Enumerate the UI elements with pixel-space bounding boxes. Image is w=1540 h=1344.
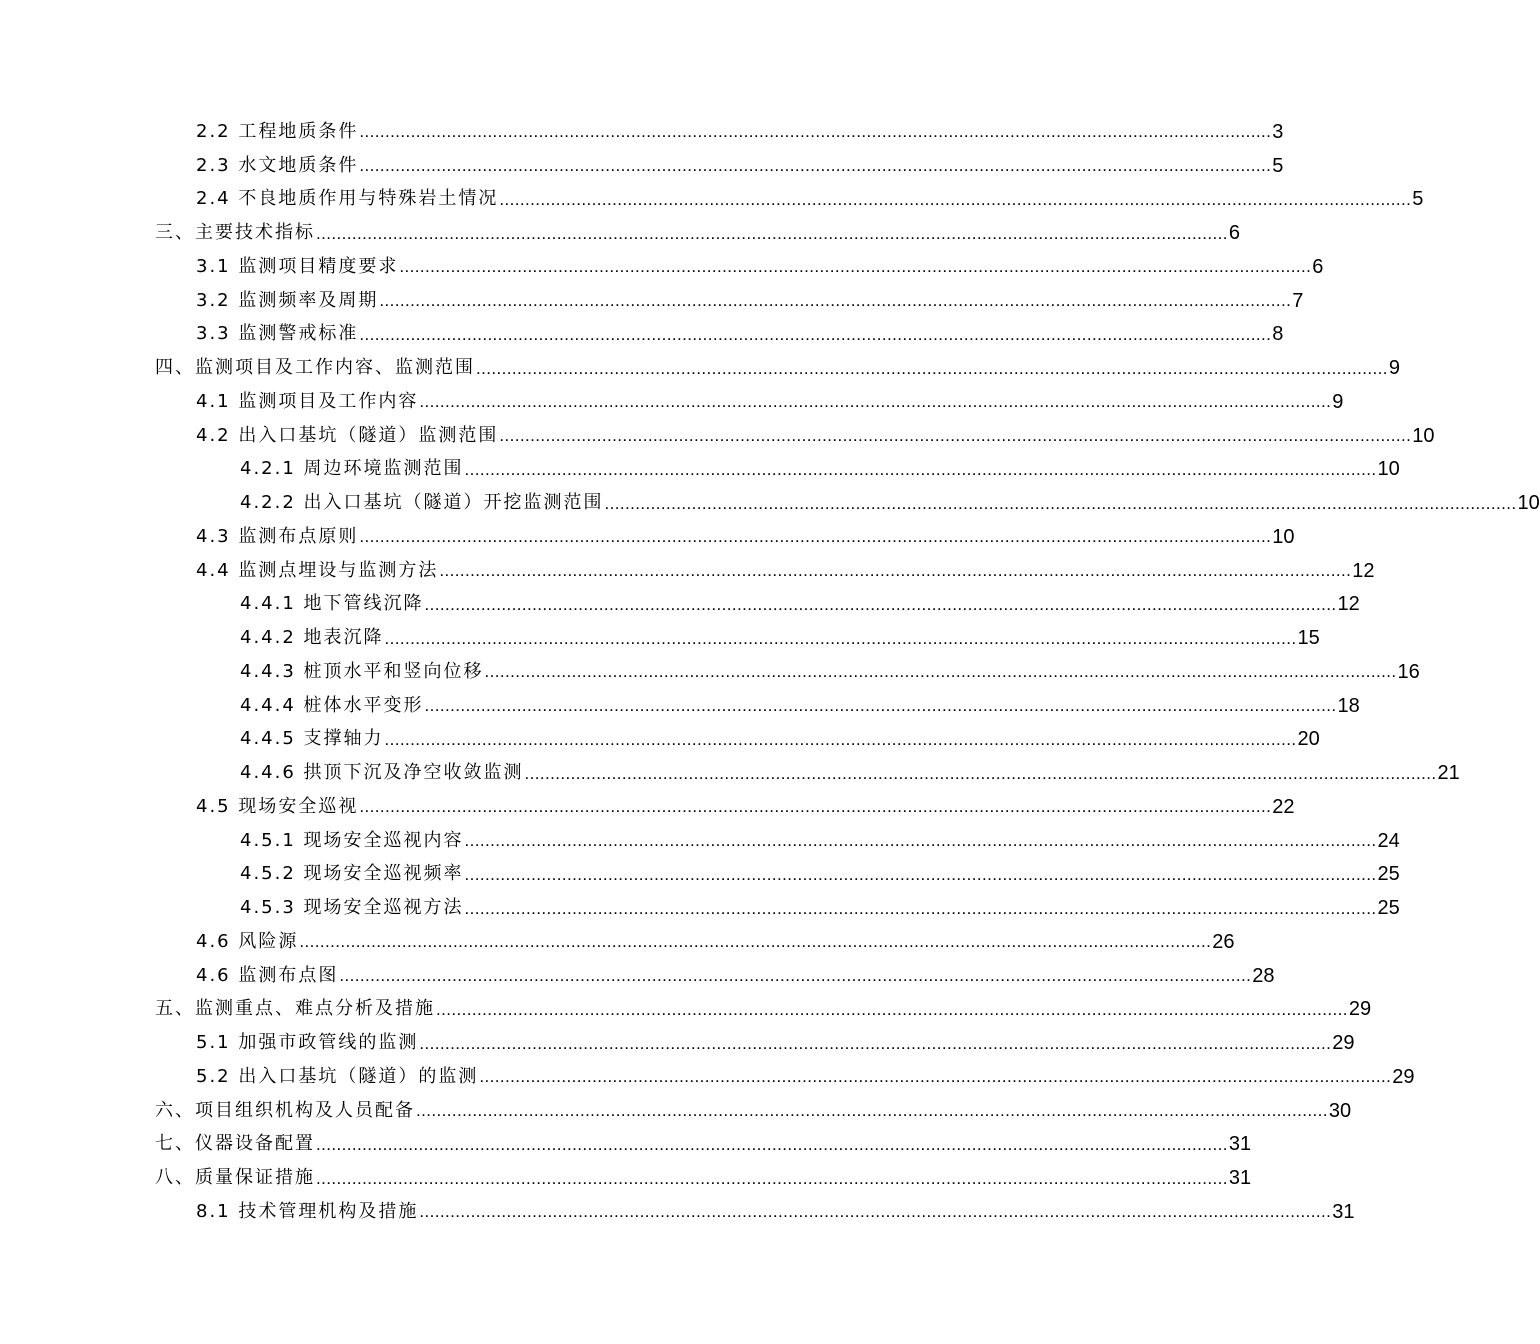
toc-entry-title: 4.4.3 桩顶水平和竖向位移 <box>240 660 484 682</box>
toc-entry[interactable] <box>0 385 1344 419</box>
toc-entry[interactable] <box>0 520 1295 554</box>
toc-entry-title: 4.5 现场安全巡视 <box>196 795 359 817</box>
toc-page-number: 5 <box>1272 154 1284 177</box>
toc-entry-title: 4.6 风险源 <box>196 930 299 952</box>
toc-entry-title: 4.5.1 现场安全巡视内容 <box>240 829 464 851</box>
toc-leader-dots: .................................................................................................................................................................................. <box>316 1168 1228 1188</box>
toc-leader-dots: .................................................................................................................................................................................. <box>359 324 1272 344</box>
toc-leader-dots: .................................................................................................................................................................................. <box>464 898 1377 918</box>
toc-leader-dots: .................................................................................................................................................................................. <box>604 493 1517 513</box>
toc-leader-dots: .................................................................................................................................................................................. <box>499 426 1412 446</box>
toc-page-number: 29 <box>1392 1065 1415 1088</box>
toc-entry[interactable] <box>0 115 1284 149</box>
toc-leader-dots: .................................................................................................................................................................................. <box>379 291 1292 311</box>
toc-leader-dots: .................................................................................................................................................................................. <box>499 189 1412 209</box>
toc-leader-dots: .................................................................................................................................................................................. <box>464 831 1377 851</box>
toc-entry-title: 四、监测项目及工作内容、监测范围 <box>155 357 475 379</box>
toc-entry-title: 五、监测重点、难点分析及措施 <box>155 998 435 1020</box>
toc-page-number: 31 <box>1228 1167 1252 1190</box>
toc-page-number: 16 <box>1397 660 1420 683</box>
toc-entry[interactable] <box>0 486 1540 520</box>
toc-entry-title: 3.3 监测警戒标准 <box>196 323 359 345</box>
toc-entry[interactable] <box>0 824 1400 858</box>
toc-entry-title: 5.2 出入口基坑（隧道）的监测 <box>196 1065 479 1087</box>
toc-entry-title: 8.1 技术管理机构及措施 <box>196 1200 419 1222</box>
toc-entry[interactable] <box>0 453 1400 487</box>
toc-leader-dots: .................................................................................................................................................................................. <box>359 122 1272 142</box>
toc-page-number: 29 <box>1348 998 1372 1021</box>
toc-leader-dots: .................................................................................................................................................................................. <box>416 1101 1328 1121</box>
toc-page-number: 25 <box>1377 863 1400 886</box>
toc-page-number: 21 <box>1437 762 1460 785</box>
toc-entry-title: 3.1 监测项目精度要求 <box>196 255 399 277</box>
toc-page-number: 8 <box>1272 323 1284 346</box>
toc-page-number: 5 <box>1412 188 1424 211</box>
toc-leader-dots: .................................................................................................................................................................................. <box>476 358 1388 378</box>
toc-page-number: 15 <box>1297 627 1320 650</box>
toc-entry-title: 七、仪器设备配置 <box>155 1133 315 1155</box>
toc-entry-title: 4.5.2 现场安全巡视频率 <box>240 863 464 885</box>
toc-entry-title: 4.4.6 拱顶下沉及净空收敛监测 <box>240 762 524 784</box>
toc-entry-title: 4.2.2 出入口基坑（隧道）开挖监测范围 <box>240 492 604 514</box>
toc-entry[interactable] <box>0 621 1320 655</box>
toc-leader-dots: .................................................................................................................................................................................. <box>464 459 1377 479</box>
toc-page-number: 10 <box>1377 458 1400 481</box>
toc-entry-title: 八、质量保证措施 <box>155 1167 315 1189</box>
toc-page-number: 10 <box>1412 424 1435 447</box>
toc-leader-dots: .................................................................................................................................................................................. <box>419 1033 1332 1053</box>
toc-entry[interactable] <box>0 318 1284 352</box>
toc-page-number: 3 <box>1272 120 1284 143</box>
toc-leader-dots: .................................................................................................................................................................................. <box>484 662 1397 682</box>
toc-entry-title: 4.4.2 地表沉降 <box>240 627 384 649</box>
toc-entry-title: 4.2 出入口基坑（隧道）监测范围 <box>196 424 499 446</box>
toc-entry-title: 4.5.3 现场安全巡视方法 <box>240 897 464 919</box>
toc-leader-dots: .................................................................................................................................................................................. <box>339 966 1252 986</box>
toc-page-number: 29 <box>1332 1032 1355 1055</box>
toc-leader-dots: .................................................................................................................................................................................. <box>384 729 1297 749</box>
toc-page-number: 31 <box>1228 1133 1252 1156</box>
toc-page-number: 18 <box>1337 694 1360 717</box>
toc-entry[interactable] <box>0 250 1324 284</box>
toc-page-number: 26 <box>1212 930 1235 953</box>
toc-leader-dots: .................................................................................................................................................................................. <box>359 156 1272 176</box>
toc-leader-dots: .................................................................................................................................................................................. <box>399 257 1312 277</box>
toc-entry-title: 4.4.5 支撑轴力 <box>240 728 384 750</box>
toc-page-number: 24 <box>1377 829 1400 852</box>
toc-page-number: 20 <box>1297 728 1320 751</box>
toc-entry[interactable] <box>0 588 1360 622</box>
toc-entry[interactable] <box>0 723 1320 757</box>
toc-leader-dots: .................................................................................................................................................................................. <box>419 1202 1332 1222</box>
toc-entry[interactable] <box>0 689 1360 723</box>
toc-entry-title: 4.4 监测点埋设与监测方法 <box>196 559 439 581</box>
toc-leader-dots: .................................................................................................................................................................................. <box>384 628 1297 648</box>
toc-entry[interactable] <box>0 925 1235 959</box>
toc-entry[interactable] <box>0 216 1241 250</box>
toc-page-number: 12 <box>1352 559 1375 582</box>
toc-entry-title: 4.6 监测布点图 <box>196 964 339 986</box>
toc-entry[interactable] <box>0 891 1400 925</box>
toc-page-number: 31 <box>1332 1200 1355 1223</box>
toc-leader-dots: .................................................................................................................................................................................. <box>299 932 1212 952</box>
toc-entry-title: 2.3 水文地质条件 <box>196 154 359 176</box>
toc-entry-title: 5.1 加强市政管线的监测 <box>196 1032 419 1054</box>
toc-entry-title: 2.2 工程地质条件 <box>196 120 359 142</box>
toc-entry[interactable] <box>0 1060 1415 1094</box>
toc-page-number: 10 <box>1517 492 1540 515</box>
toc-leader-dots: .................................................................................................................................................................................. <box>424 696 1337 716</box>
toc-entry[interactable] <box>0 419 1435 453</box>
toc-entry[interactable] <box>0 858 1400 892</box>
table-of-contents <box>0 115 1540 1229</box>
toc-page-number: 30 <box>1328 1099 1352 1122</box>
toc-entry[interactable] <box>0 1026 1355 1060</box>
toc-entry[interactable] <box>0 284 1304 318</box>
toc-entry-title: 3.2 监测频率及周期 <box>196 289 379 311</box>
toc-entry[interactable] <box>0 1128 1252 1162</box>
toc-page-number: 10 <box>1272 525 1295 548</box>
toc-page-number: 28 <box>1252 964 1275 987</box>
toc-page-number: 9 <box>1388 357 1401 380</box>
toc-entry[interactable] <box>0 1161 1252 1195</box>
toc-entry[interactable] <box>0 959 1275 993</box>
toc-leader-dots: .................................................................................................................................................................................. <box>439 561 1352 581</box>
toc-entry-title: 六、项目组织机构及人员配备 <box>155 1099 415 1121</box>
toc-entry[interactable] <box>0 351 1401 385</box>
toc-leader-dots: .................................................................................................................................................................................. <box>316 1134 1228 1154</box>
toc-page-number: 9 <box>1332 390 1344 413</box>
toc-leader-dots: .................................................................................................................................................................................. <box>464 864 1377 884</box>
toc-entry-title: 4.1 监测项目及工作内容 <box>196 390 419 412</box>
toc-leader-dots: .................................................................................................................................................................................. <box>479 1067 1392 1087</box>
toc-entry-title: 三、主要技术指标 <box>155 222 315 244</box>
toc-page-number: 6 <box>1312 255 1324 278</box>
toc-entry[interactable] <box>0 183 1424 217</box>
toc-entry[interactable] <box>0 1195 1355 1229</box>
toc-page-number: 12 <box>1337 593 1360 616</box>
toc-page-number: 25 <box>1377 897 1400 920</box>
toc-entry[interactable] <box>0 790 1295 824</box>
toc-page-number: 7 <box>1292 289 1304 312</box>
toc-entry[interactable] <box>0 756 1460 790</box>
toc-entry[interactable] <box>0 993 1372 1027</box>
toc-entry-title: 4.3 监测布点原则 <box>196 525 359 547</box>
toc-entry[interactable] <box>0 554 1375 588</box>
toc-entry[interactable] <box>0 149 1284 183</box>
toc-entry[interactable] <box>0 1094 1352 1128</box>
toc-leader-dots: .................................................................................................................................................................................. <box>424 594 1337 614</box>
toc-entry-title: 4.4.4 桩体水平变形 <box>240 694 424 716</box>
toc-leader-dots: .................................................................................................................................................................................. <box>436 999 1348 1019</box>
toc-leader-dots: .................................................................................................................................................................................. <box>524 763 1437 783</box>
toc-page-number: 6 <box>1228 222 1241 245</box>
toc-leader-dots: .................................................................................................................................................................................. <box>419 392 1332 412</box>
toc-page-number: 22 <box>1272 795 1295 818</box>
toc-entry[interactable] <box>0 655 1420 689</box>
toc-leader-dots: .................................................................................................................................................................................. <box>359 797 1272 817</box>
toc-entry-title: 4.2.1 周边环境监测范围 <box>240 458 464 480</box>
toc-entry-title: 4.4.1 地下管线沉降 <box>240 593 424 615</box>
toc-leader-dots: .................................................................................................................................................................................. <box>316 223 1228 243</box>
toc-entry-title: 2.4 不良地质作用与特殊岩土情况 <box>196 188 499 210</box>
toc-leader-dots: .................................................................................................................................................................................. <box>359 527 1272 547</box>
